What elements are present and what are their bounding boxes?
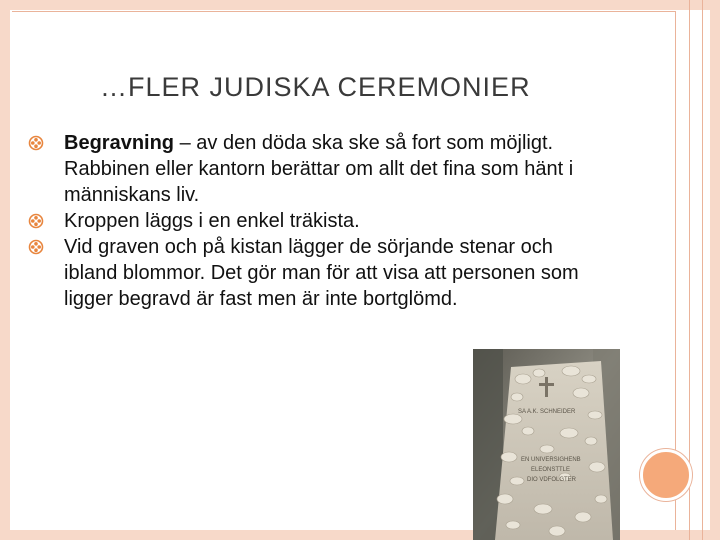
decorative-side-strip bbox=[689, 0, 703, 540]
slide-title: …FLER JUDISKA CEREMONIER bbox=[100, 72, 531, 102]
inscription-line: ELEONSTTLE bbox=[531, 467, 571, 473]
bullet-text: Kroppen läggs i en enkel träkista. bbox=[64, 210, 360, 232]
bullet-text: Vid graven och på kistan lägger de sörjande stenar och ibland blommor. Det gör man för att visa att personen som ligger begravd är fast men är inte bortglömd. bbox=[64, 236, 579, 310]
inscription-line: SA A.K. SCHNEIDER bbox=[518, 409, 576, 415]
bullet-item bbox=[28, 234, 608, 312]
decorative-circle bbox=[640, 449, 692, 501]
inscription-line: DIO VDFOLGTER bbox=[527, 477, 577, 483]
bullet-item bbox=[28, 208, 608, 234]
flower-bullet-icon bbox=[28, 213, 44, 229]
flower-bullet-icon bbox=[28, 135, 44, 151]
grave-photo bbox=[473, 349, 620, 540]
gravestone-image bbox=[473, 349, 620, 540]
flower-bullet-icon bbox=[28, 239, 44, 255]
inscription-line: EN UNIVERSIGHENB bbox=[521, 457, 581, 463]
bullet-list bbox=[28, 130, 608, 312]
bullet-item bbox=[28, 130, 608, 208]
bullet-text: – av den döda ska ske så fort som möjligt. Rabbinen eller kantorn berättar om allt det fina som hänt i människans liv. bbox=[64, 132, 574, 206]
bullet-bold-text: Begravning bbox=[64, 132, 175, 154]
